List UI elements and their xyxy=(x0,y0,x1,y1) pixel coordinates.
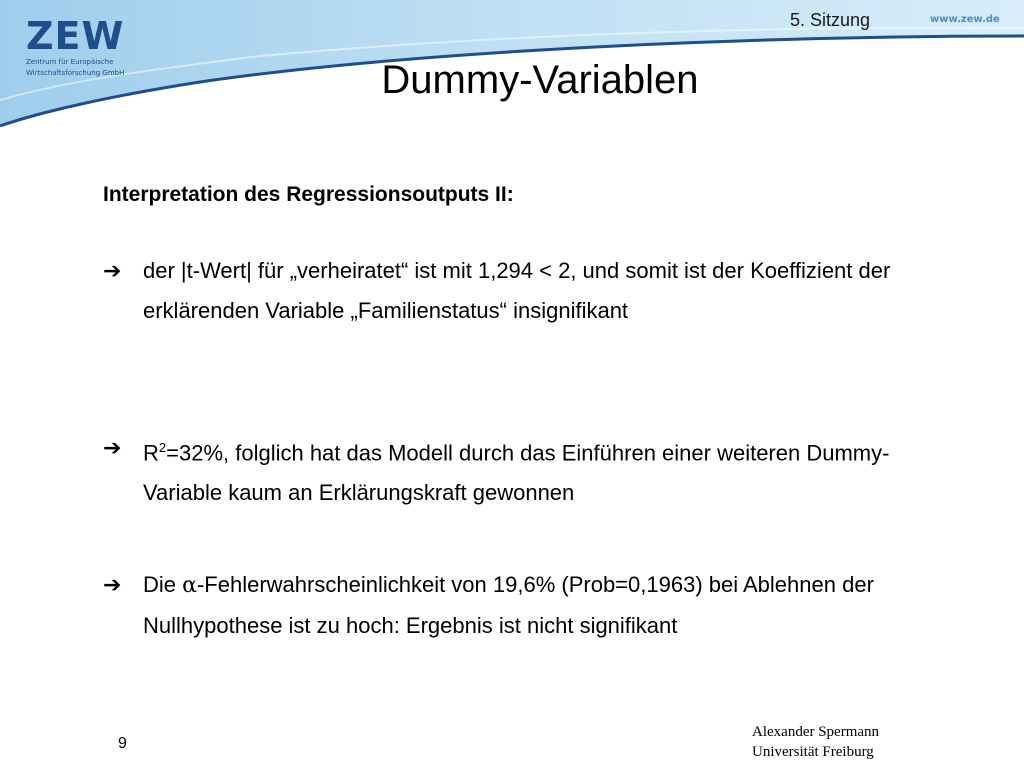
alpha-symbol: α xyxy=(182,573,197,598)
author-name: Alexander Spermann xyxy=(752,724,880,740)
arrow-right-icon: ➔ xyxy=(103,572,122,597)
bullet-text: der |t-Wert| für „verheiratet“ ist mit 1,294 < 2, und somit ist der Koeffizient der erklärenden Variable „Familienstatus“ insignifikant xyxy=(143,258,891,323)
bullet-text-pre: Die xyxy=(143,572,183,597)
zew-logo xyxy=(26,16,124,78)
logo-subtitle-line1: Zentrum für Europäische xyxy=(26,58,114,66)
arrow-right-icon: ➔ xyxy=(103,258,122,283)
bullet-text-pre: R xyxy=(143,440,159,466)
website-url: www.zew.de xyxy=(930,14,1000,25)
session-label: 5. Sitzung xyxy=(790,10,871,30)
bullet-text xyxy=(103,428,943,513)
bullet-text-post: -Fehlerwahrscheinlichkeit von 19,6% (Prob=0,1963) bei Ablehnen der Nullhypothese ist zu hoch: Ergebnis ist nicht signifikant xyxy=(143,572,874,638)
author-affiliation: Universität Freiburg xyxy=(752,744,874,760)
bullet-text-post: =32%, folglich hat das Modell durch das Einführen einer weiteren Dummy-Variable kaum an Erklärungskraft gewonnen xyxy=(143,440,890,506)
slide-number: 9 xyxy=(118,735,127,752)
logo-subtitle-line2: Wirtschaftsforschung GmbH xyxy=(26,69,125,77)
logo-wordmark: ZEW xyxy=(26,14,125,58)
bullet-point-3 xyxy=(103,565,943,646)
bullet-point-2 xyxy=(103,428,943,513)
bullet-text xyxy=(103,565,943,646)
superscript-two: 2 xyxy=(158,440,167,455)
author-credit xyxy=(752,722,879,762)
slide-title: Dummy-Variablen xyxy=(381,58,699,102)
slide-subtitle: Interpretation des Regressionsoutputs II: xyxy=(103,183,514,206)
bullet-point-1 xyxy=(103,251,943,331)
arrow-right-icon: ➔ xyxy=(103,435,122,460)
